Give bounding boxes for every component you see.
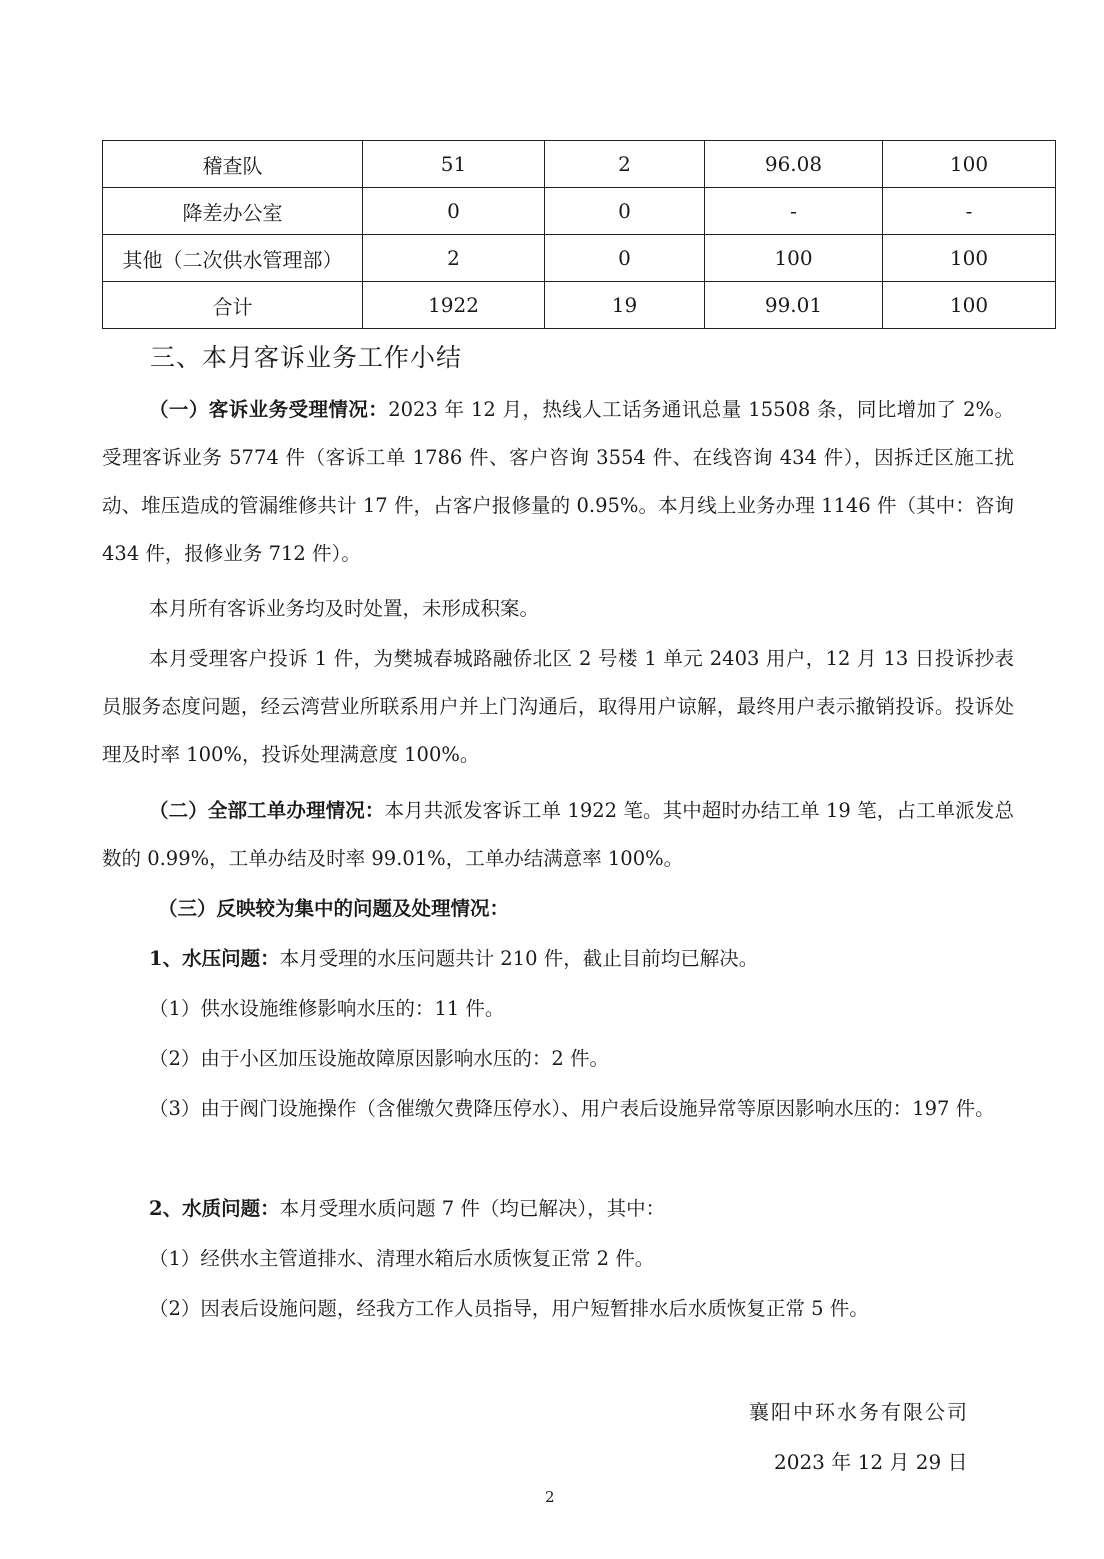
table-cell: 0 [545, 188, 705, 235]
list-item: （2）因表后设施问题，经我方工作人员指导，用户短暂排水后水质恢复正常 5 件。 [149, 1297, 869, 1320]
paragraph-text: 本月受理的水压问题共计 210 件，截止目前均已解决。 [279, 947, 759, 970]
table-cell: 降差办公室 [103, 188, 363, 235]
paragraph-complaint-intake [102, 386, 1014, 578]
paragraph-water-pressure [102, 935, 1014, 983]
list-item: （1）供水设施维修影响水压的：11 件。 [149, 997, 505, 1020]
table-cell: - [705, 188, 883, 235]
list-item: （1）经供水主管道排水、清理水箱后水质恢复正常 2 件。 [149, 1247, 655, 1270]
table-cell: 51 [363, 141, 545, 188]
table-cell: 1922 [363, 282, 545, 329]
paragraph-lead: （二）全部工单办理情况： [149, 799, 385, 822]
paragraph-work-orders [102, 787, 1014, 883]
table-cell: 合计 [103, 282, 363, 329]
table-row [103, 141, 1056, 188]
paragraph-text: 本月共派发客诉工单 1922 笔。其中超时办结工单 19 笔，占工单派发总数的 0.99%，工单办结及时率 99.01%，工单办结满意率 100%。 [102, 799, 1014, 870]
list-item: （2）由于小区加压设施故障原因影响水压的：2 件。 [149, 1047, 610, 1070]
table-cell: 100 [883, 282, 1056, 329]
table-cell: 其他（二次供水管理部） [103, 235, 363, 282]
table-cell: 100 [705, 235, 883, 282]
table-cell: 96.08 [705, 141, 883, 188]
table-cell: 2 [545, 141, 705, 188]
paragraph-lead: 2、水质问题： [149, 1197, 280, 1220]
table-row [103, 235, 1056, 282]
page-number: 2 [545, 1488, 555, 1506]
table-cell: 稽查队 [103, 141, 363, 188]
paragraph-text: 本月受理水质问题 7 件（均已解决），其中： [279, 1197, 666, 1220]
paragraph-text: 2023 年 12 月，热线人工话务通讯总量 15508 条，同比增加了 2%。受理客诉业务 5774 件（客诉工单 1786 件、客户咨询 3554 件、在线咨询 434 件），因拆迁区施工扰动、堆压造成的管漏维修共计 17 件，占客户报修量的 0.95%。本月线上业务办理 1146 件（其中：咨询 434 件，报修业务 712 件）。 [102, 398, 1014, 565]
paragraph-lead: 1、水压问题： [149, 947, 280, 970]
table-cell: - [883, 188, 1056, 235]
table-cell: 0 [545, 235, 705, 282]
signer-company: 襄阳中环水务有限公司 [749, 1400, 969, 1424]
table-cell: 19 [545, 282, 705, 329]
section-heading: 三、本月客诉业务工作小结 [150, 343, 463, 372]
paragraph-lead: （一）客诉业务受理情况： [149, 398, 389, 421]
paragraph-backlog: 本月所有客诉业务均及时处置，未形成积案。 [149, 597, 540, 620]
table-total-row [103, 282, 1056, 329]
table-cell: 100 [883, 141, 1056, 188]
table-cell: 99.01 [705, 282, 883, 329]
paragraph-customer-complaint: 本月受理客户投诉 1 件，为樊城春城路融侨北区 2 号楼 1 单元 2403 用户，12 月 13 日投诉抄表员服务态度问题，经云湾营业所联系用户并上门沟通后，取得用户谅解，最终用户表示撤销投诉。投诉处理及时率 100%，投诉处理满意度 100%。 [102, 647, 1014, 766]
paragraph-subheading: （三）反映较为集中的问题及处理情况： [158, 897, 510, 920]
table-cell: 2 [363, 235, 545, 282]
table-row [103, 188, 1056, 235]
list-item: （3）由于阀门设施操作（含催缴欠费降压停水）、用户表后设施异常等原因影响水压的：197 件。 [149, 1097, 995, 1120]
table-cell: 100 [883, 235, 1056, 282]
table-cell: 0 [363, 188, 545, 235]
statistics-table [102, 140, 1056, 329]
paragraph-water-quality [102, 1185, 1014, 1233]
signature-date: 2023 年 12 月 29 日 [774, 1450, 968, 1474]
